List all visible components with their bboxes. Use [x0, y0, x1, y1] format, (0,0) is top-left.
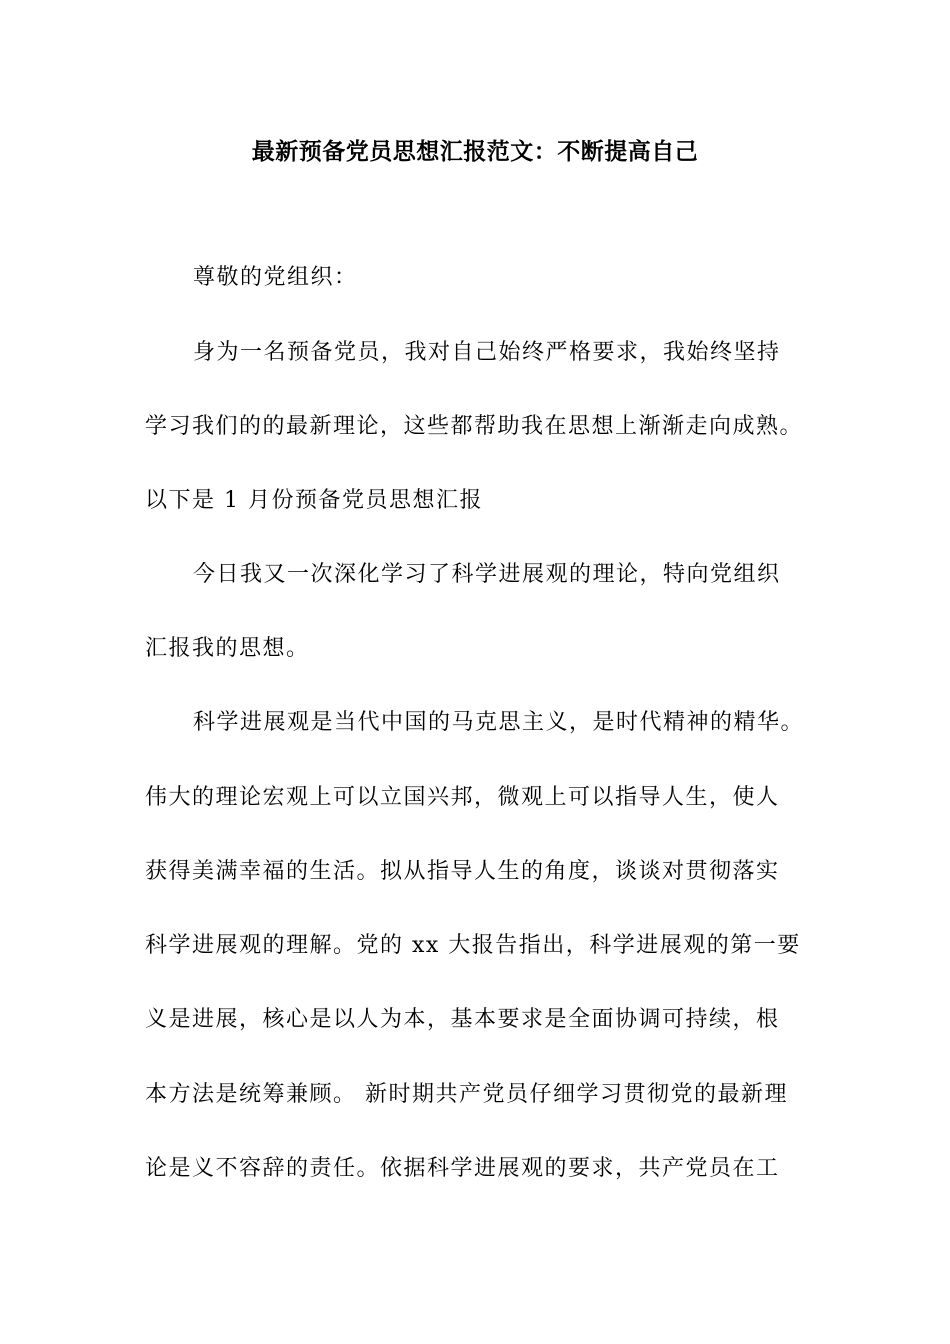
- salutation: 尊敬的党组织：: [193, 265, 358, 290]
- paragraph-line: 科学进展观的理解。党的 xx 大报告指出，科学进展观的第一要: [145, 933, 801, 958]
- paragraph-line: 获得美满幸福的生活。拟从指导人生的角度，谈谈对贯彻落实: [145, 859, 780, 884]
- paragraph-line: 伟大的理论宏观上可以立国兴邦，微观上可以指导人生，使人: [145, 785, 780, 810]
- paragraph-line: 论是义不容辞的责任。依据科学进展观的要求，共产党员在工: [145, 1156, 780, 1181]
- paragraph-line: 本方法是统筹兼顾。 新时期共产党员仔细学习贯彻党的最新理: [145, 1082, 788, 1107]
- paragraph-line: 今日我又一次深化学习了科学进展观的理论，特向党组织: [193, 562, 781, 587]
- paragraph-line: 身为一名预备党员，我对自己始终严格要求，我始终坚持: [193, 340, 781, 365]
- paragraph-line: 汇报我的思想。: [145, 636, 310, 661]
- paragraph-line: 义是进展，核心是以人为本，基本要求是全面协调可持续，根: [145, 1007, 780, 1032]
- paragraph-line: 科学进展观是当代中国的马克思主义，是时代精神的精华。: [193, 710, 805, 735]
- document-title: 最新预备党员思想汇报范文：不断提高自己: [251, 138, 699, 165]
- paragraph-line: 学习我们的的最新理论，这些都帮助我在思想上渐渐走向成熟。: [145, 414, 804, 439]
- paragraph-line: 以下是 1 月份预备党员思想汇报: [145, 488, 483, 513]
